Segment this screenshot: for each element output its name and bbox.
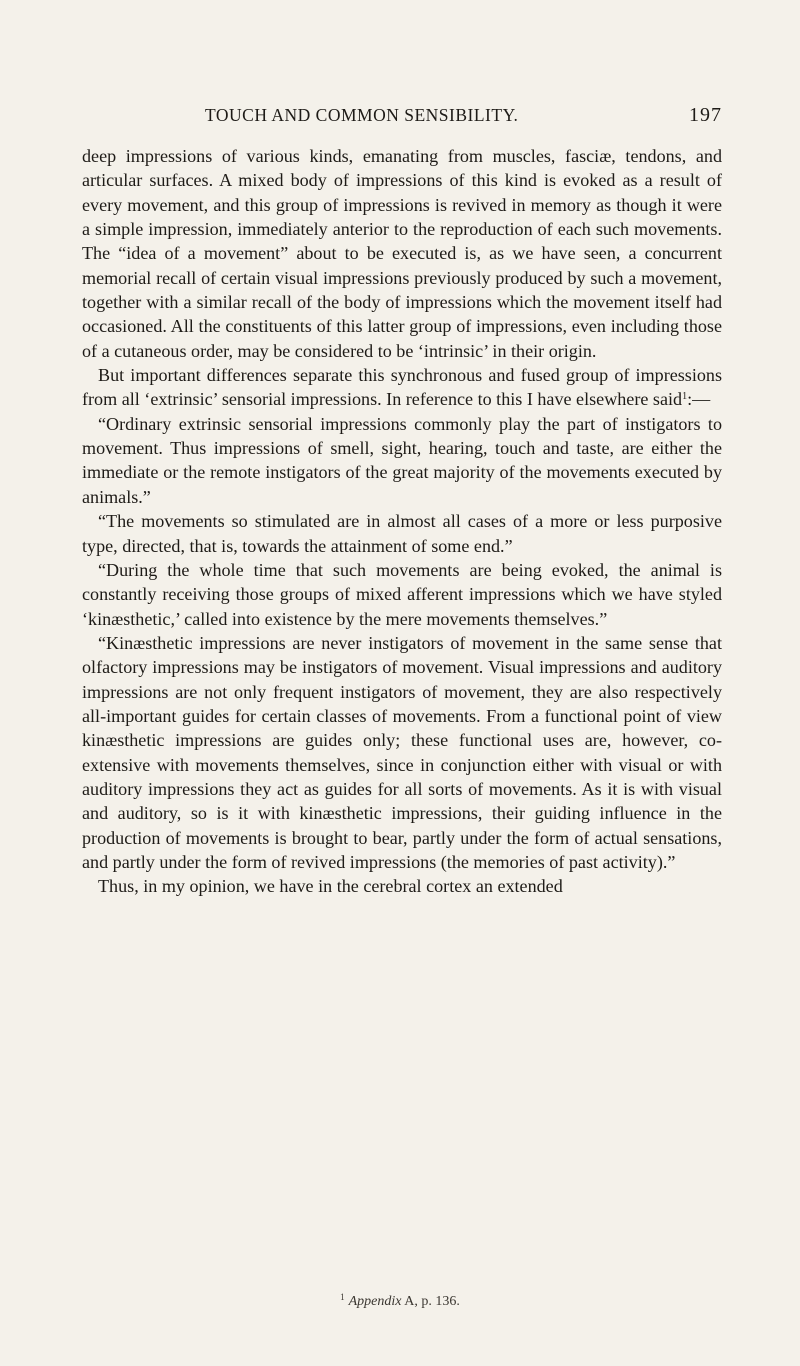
closing-paragraph: Thus, in my opinion, we have in the cerebral cortex an extended bbox=[98, 876, 563, 897]
quote-paragraph-4: “Kinæsthetic impressions are never instigators of movement in the same sense that olfactory impressions may be instigators of movement. Visual impressions and auditory impressions are not only frequent instigators of movement, they are also respectively all-important guides for certain classes of movements. From a functional point of view kinæsthetic impressions are guides only; these functional uses are, however, co-extensive with movements themselves, since in conjunction either with visual or with auditory impressions they act as guides for all sorts of movements. As it is with visual and auditory, so is it with kinæsthetic impressions, their guiding influence in the production of movements is brought to bear, partly under the form of actual sensations, and partly under the form of revived impressions (the memories of past activity).” bbox=[82, 632, 722, 872]
body-text bbox=[82, 144, 722, 899]
footnote-mark: 1 bbox=[340, 1292, 345, 1302]
paragraph-differences-text: But important differences separate this synchronous and fused group of impressions from all ‘extrinsic’ sensorial impressions. In reference to this I have elsewhere said bbox=[82, 365, 722, 410]
page-number: 197 bbox=[689, 104, 722, 126]
running-title: TOUCH AND COMMON SENSIBILITY. bbox=[205, 105, 519, 125]
quote-paragraph-1: “Ordinary extrinsic sensorial impressions commonly play the part of instigators to movement. Thus impressions of smell, sight, hearing, touch and taste, are either the immediate or the remote instigators of the great majority of the movements executed by animals.” bbox=[82, 413, 722, 507]
paragraph-differences bbox=[82, 363, 722, 412]
quote-paragraph-3: “During the whole time that such movements are being evoked, the animal is constantly receiving those groups of mixed afferent impressions which we have styled ‘kinæsthetic,’ called into existence by the mere movements themselves.” bbox=[82, 559, 722, 629]
quote-paragraph-2: “The movements so stimulated are in almost all cases of a more or less purposive type, directed, that is, towards the attainment of some end.” bbox=[82, 511, 722, 556]
colon-dash: :— bbox=[687, 389, 711, 410]
footnote bbox=[0, 1292, 800, 1310]
footnote-source: Appendix bbox=[348, 1294, 402, 1309]
footnote-rest: A, p. 136. bbox=[404, 1294, 460, 1309]
footnote-reference[interactable]: 1 bbox=[682, 391, 688, 403]
paragraph-continued: deep impressions of various kinds, emanating from muscles, fasciæ, tendons, and articular surfaces. A mixed body of impressions of this kind is evoked as a result of every movement, and this group of impressions is revived in memory as though it were a simple impression, immediately anterior to the reproduction of each such movements. The “idea of a movement” about to be executed is, as we have seen, a concurrent memorial recall of certain visual impressions previously produced by such a movement, together with a similar recall of the body of impressions which the movement itself had occasioned. All the constituents of this latter group of impressions, even including those of a cutaneous order, may be considered to be ‘intrinsic’ in their origin. bbox=[82, 146, 722, 361]
page-header bbox=[205, 104, 722, 127]
